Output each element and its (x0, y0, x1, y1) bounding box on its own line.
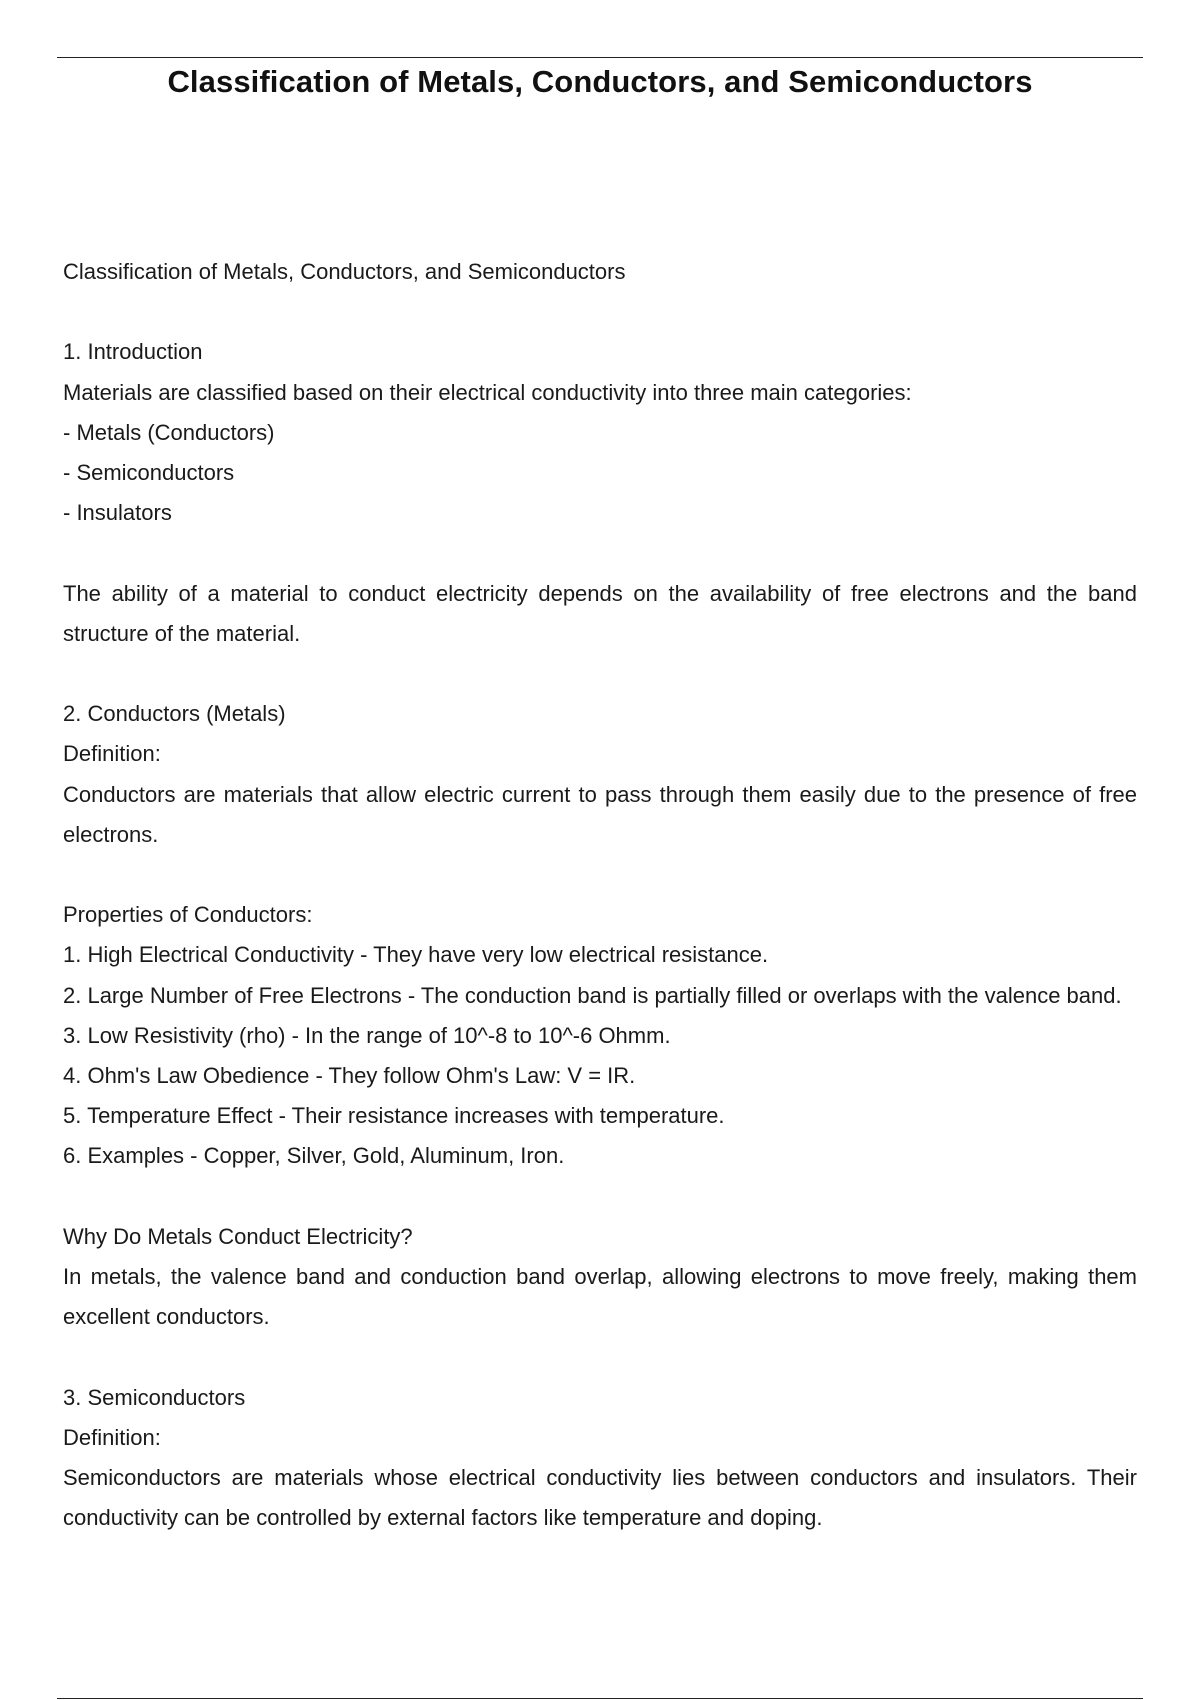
document-body (63, 252, 1137, 1538)
intro-lead: Materials are classified based on their electrical conductivity into three main categories: (63, 379, 912, 405)
top-rule (57, 57, 1143, 58)
list-item: - Metals (Conductors) (63, 419, 275, 445)
section-heading-semiconductors: 3. Semiconductors (63, 1384, 246, 1410)
definition-label: Definition: (63, 1424, 161, 1450)
page-title: Classification of Metals, Conductors, and Semiconductors (167, 64, 1033, 99)
spacer (63, 855, 1137, 895)
spacer (63, 654, 1137, 694)
why-paragraph: In metals, the valence band and conduction band overlap, allowing electrons to move freely, making them excellent conductors. (63, 1264, 1137, 1330)
property-item: 5. Temperature Effect - Their resistance increases with temperature. (63, 1103, 725, 1129)
conductors-definition: Conductors are materials that allow electric current to pass through them easily due to the presence of free electrons. (63, 781, 1137, 847)
section-heading-conductors: 2. Conductors (Metals) (63, 701, 286, 727)
spacer (63, 533, 1137, 573)
property-item: 1. High Electrical Conductivity - They have very low electrical resistance. (63, 942, 769, 968)
list-item: - Insulators (63, 500, 172, 526)
spacer (63, 292, 1137, 332)
property-item: 2. Large Number of Free Electrons - The conduction band is partially filled or overlaps with the valence band. (63, 982, 1122, 1008)
property-item: 3. Low Resistivity (rho) - In the range of 10^-8 to 10^-6 Ohmm. (63, 1022, 671, 1048)
document-subtitle: Classification of Metals, Conductors, and Semiconductors (63, 259, 626, 284)
bottom-rule (57, 1698, 1143, 1699)
spacer (63, 1177, 1137, 1217)
why-heading: Why Do Metals Conduct Electricity? (63, 1223, 413, 1249)
intro-paragraph: The ability of a material to conduct electricity depends on the availability of free electrons and the band structure of the material. (63, 580, 1137, 646)
definition-label: Definition: (63, 741, 161, 767)
section-heading-introduction: 1. Introduction (63, 339, 203, 365)
properties-label: Properties of Conductors: (63, 902, 313, 928)
spacer (63, 1337, 1137, 1377)
semiconductors-definition: Semiconductors are materials whose electrical conductivity lies between conductors and insulators. Their conductivity can be controlled by external factors like temperature and doping. (63, 1465, 1137, 1531)
property-item: 4. Ohm's Law Obedience - They follow Ohm's Law: V = IR. (63, 1063, 636, 1088)
list-item: - Semiconductors (63, 460, 235, 485)
property-item: 6. Examples - Copper, Silver, Gold, Aluminum, Iron. (63, 1143, 565, 1169)
